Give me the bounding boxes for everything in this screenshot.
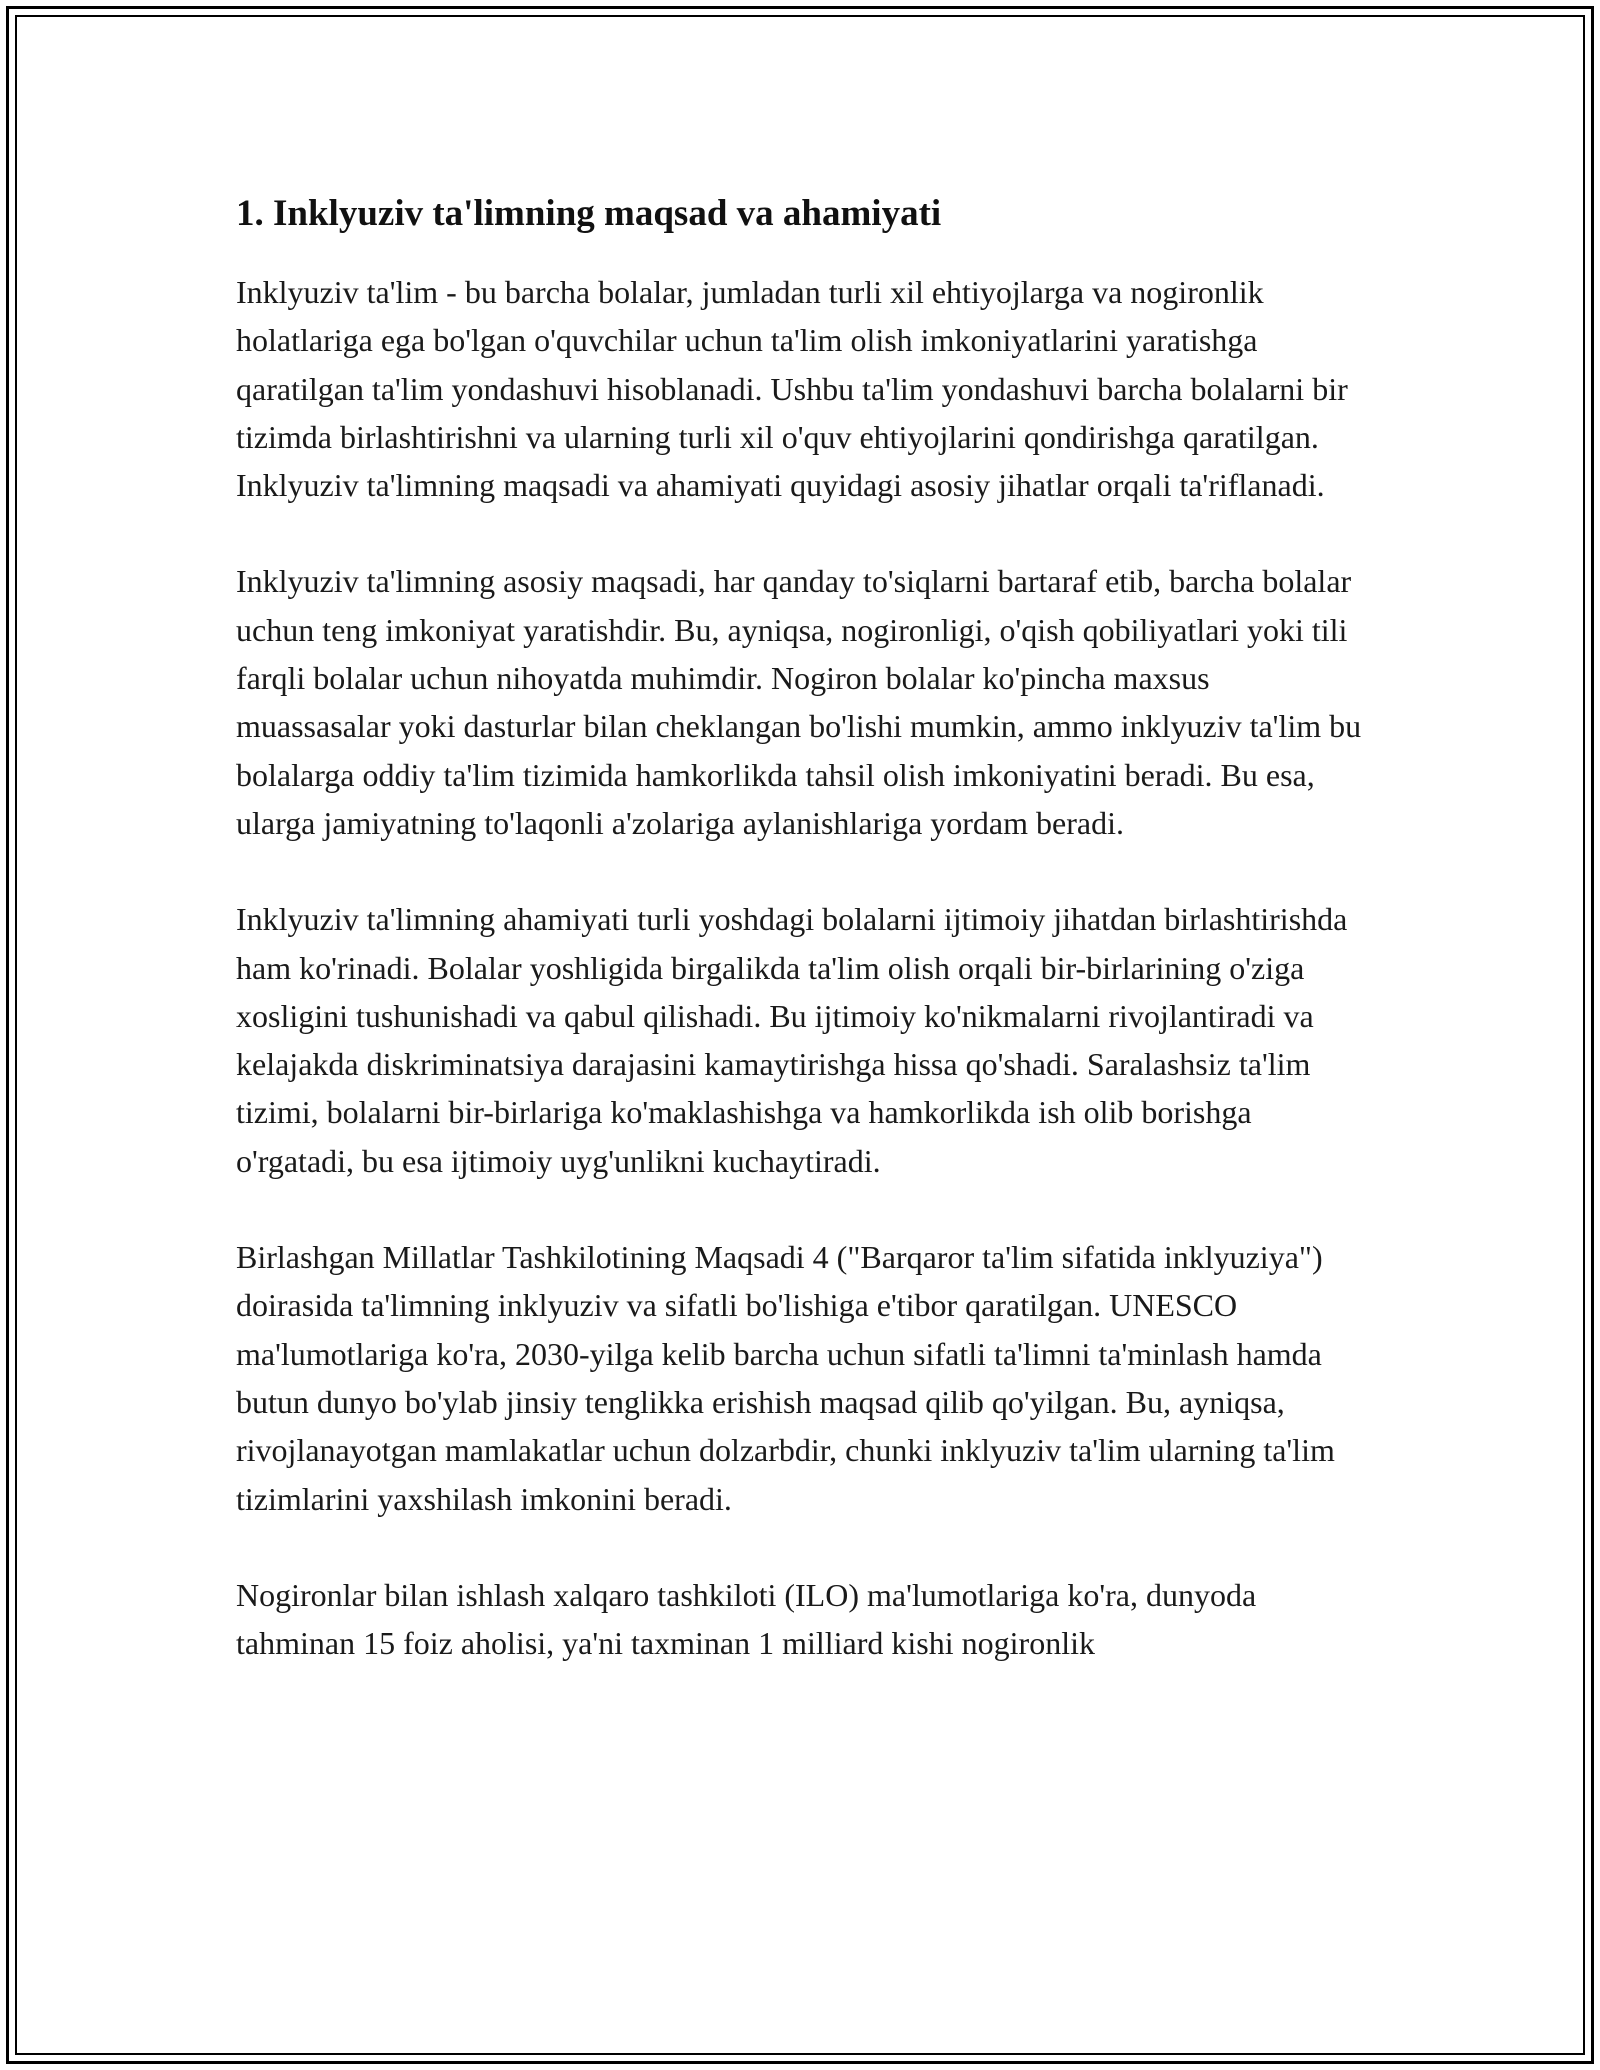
paragraph-5: Nogironlar bilan ishlash xalqaro tashkiloti (ILO) ma'lumotlariga ko'ra, dunyoda tahminan 15 foiz aholisi, ya'ni taxminan 1 milliard kishi nogironlik [236, 1576, 1257, 1662]
paragraph-4: Birlashgan Millatlar Tashkilotining Maqsadi 4 ("Barqaror ta'lim sifatida inklyuziya") doirasida ta'limning inklyuziv va sifatli bo'lishiga e'tibor qaratilgan. UNESCO ma'lumotlariga ko'ra, 2030-yilga kelib barcha uchun sifatli ta'limni ta'minlash hamda butun dunyo bo'ylab jinsiy tenglikka erishish maqsad qilib qo'yilgan. Bu, ayniqsa, rivojlanayotgan mamlakatlar uchun dolzarbdir, chunki inklyuziv ta'lim ularning ta'lim tizimlarini yaxshilash imkonini beradi. [236, 1239, 1335, 1517]
paragraph-1: Inklyuziv ta'lim - bu barcha bolalar, jumladan turli xil ehtiyojlarga va nogironlik holatlariga ega bo'lgan o'quvchilar uchun ta'lim olish imkoniyatlarini yaratishga qaratilgan ta'lim yondashuvi hisoblanadi. Ushbu ta'lim yondashuvi barcha bolalarni bir tizimda birlashtirishni va ularning turli xil o'quv ehtiyojlarini qondirishga qaratilgan. Inklyuziv ta'limning maqsadi va ahamiyati quyidagi asosiy jihatlar orqali ta'riflanadi. [236, 274, 1348, 504]
document-body [236, 186, 1370, 1715]
paragraph-3: Inklyuziv ta'limning ahamiyati turli yoshdagi bolalarni ijtimoiy jihatdan birlashtirishda ham ko'rinadi. Bolalar yoshligida birgalikda ta'lim olish orqali bir-birlarining o'ziga xosligini tushunishadi va qabul qilishadi. Bu ijtimoiy ko'nikmalarni rivojlantiradi va kelajakda diskriminatsiya darajasini kamaytirishga hissa qo'shadi. Saralashsiz ta'lim tizimi, bolalarni bir-birlariga ko'maklashishga va hamkorlikda ish olib borishga o'rgatadi, bu esa ijtimoiy uyg'unlikni kuchaytiradi. [236, 901, 1348, 1179]
paragraph-2: Inklyuziv ta'limning asosiy maqsadi, har qanday to'siqlarni bartaraf etib, barcha bolalar uchun teng imkoniyat yaratishdir. Bu, ayniqsa, nogironligi, o'qish qobiliyatlari yoki tili farqli bolalar uchun nihoyatda muhimdir. Nogiron bolalar ko'pincha maxsus muassasalar yoki dasturlar bilan cheklangan bo'lishi mumkin, ammo inklyuziv ta'lim bu bolalarga oddiy ta'lim tizimida hamkorlikda tahsil olish imkoniyatini beradi. Bu esa, ularga jamiyatning to'laqonli a'zolariga aylanishlariga yordam beradi. [236, 563, 1362, 841]
section-title: 1. Inklyuziv ta'limning maqsad va ahamiyati [236, 193, 942, 234]
